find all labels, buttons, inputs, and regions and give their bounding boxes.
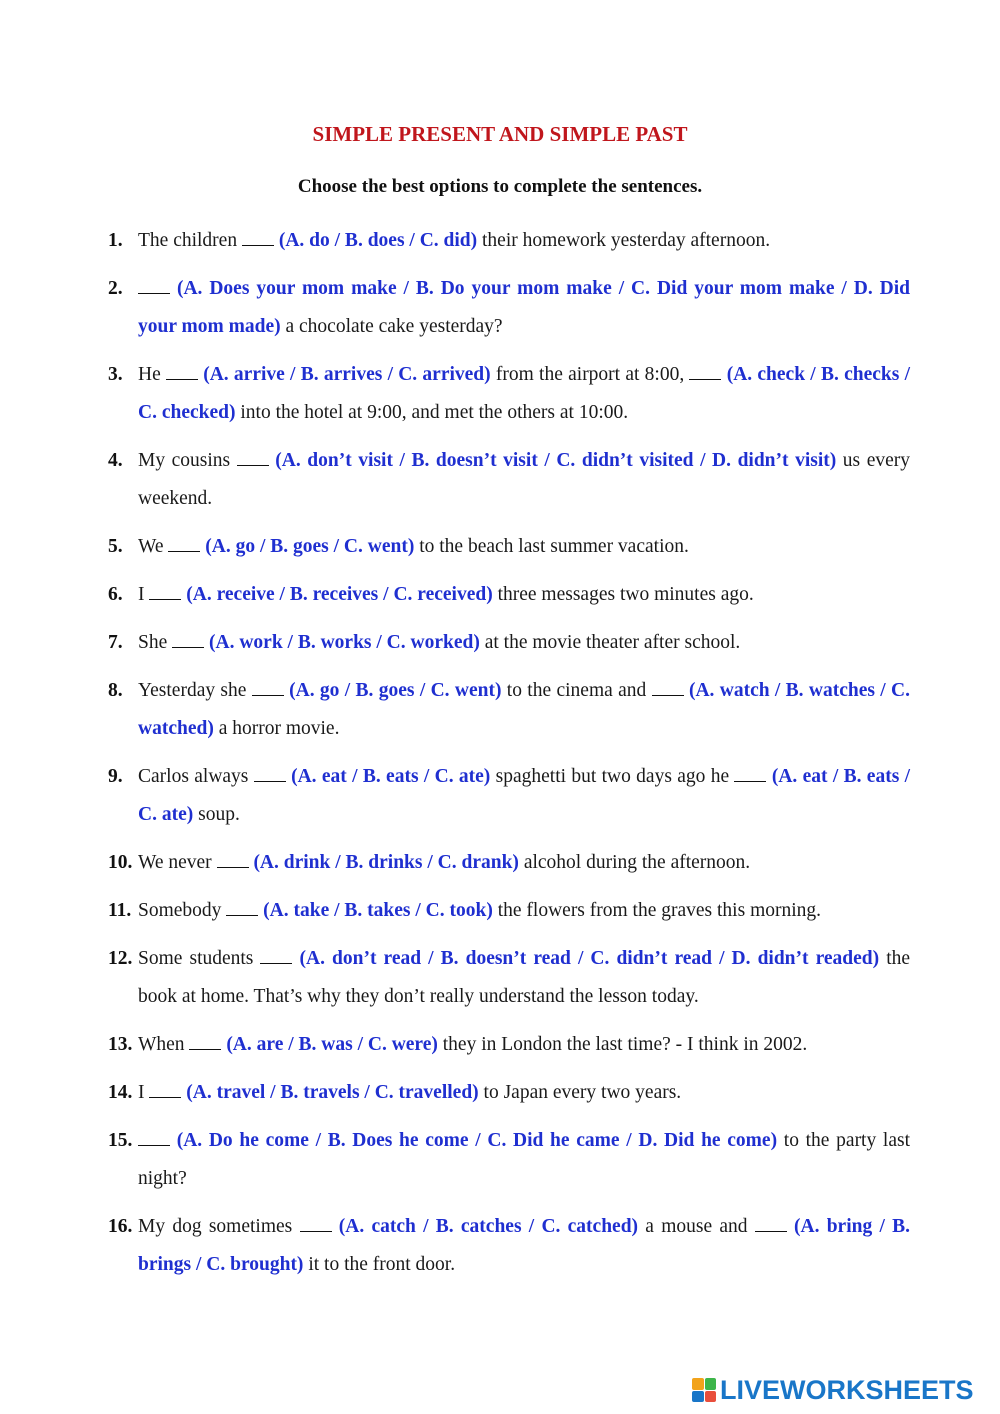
answer-options: (A. do / B. does / C. did) [278,230,478,251]
sentence-fragment: to the cinema and [501,680,652,701]
answer-blank[interactable] [217,853,249,868]
sentence-fragment: three messages two minutes ago. [492,584,754,605]
sentence-fragment: to the party last night? [138,1130,911,1189]
question-item [108,576,910,614]
question-list [108,222,910,1294]
question-number: 2. [108,278,123,299]
answer-options: (A. go / B. goes / C. went) [205,536,415,557]
sentence-fragment: He [138,364,166,385]
answer-options: (A. work / B. works / C. worked) [209,632,480,653]
answer-blank[interactable] [172,633,204,648]
answer-options: (A. watch / B. watches / C. watched) [138,680,911,739]
question-text [138,892,910,930]
sentence-fragment: My dog sometimes [138,1216,300,1237]
sentence-fragment: from the airport at 8:00, [490,364,690,385]
question-item [108,442,910,518]
answer-blank[interactable] [168,537,200,552]
question-item [108,1074,910,1112]
answer-options: (A. go / B. goes / C. went) [289,680,502,701]
answer-options: (A. check / B. checks / C. checked) [138,364,910,423]
sentence-fragment: Yesterday she [138,680,252,701]
question-text [138,624,910,662]
answer-blank[interactable] [237,451,269,466]
sentence-fragment: at the movie theater after school. [479,632,741,653]
answer-options: (A. Do he come / B. Does he come / C. Did he came / D. Did he come) [176,1130,778,1151]
sentence-fragment [170,278,177,299]
sentence-fragment: the book at home. That’s why they don’t really understand the lesson today. [138,948,911,1007]
question-text [138,1208,910,1284]
question-item [108,844,910,882]
answer-options: (A. travel / B. travels / C. travelled) [186,1082,479,1103]
question-item [108,270,910,346]
question-item [108,222,910,260]
sentence-fragment: We [138,536,169,557]
answer-options: (A. drink / B. drinks / C. drank) [253,852,519,873]
brand-footer [692,1374,990,1406]
answer-options: (A. eat / B. eats / C. ate) [138,766,911,825]
answer-blank[interactable] [226,901,258,916]
answer-blank[interactable] [300,1217,332,1232]
question-text [138,356,910,432]
sentence-fragment: a horror movie. [213,718,340,739]
sentence-fragment: to the beach last summer vacation. [414,536,689,557]
question-number: 15. [108,1130,133,1151]
sentence-fragment: us every weekend. [138,450,910,509]
question-text [138,576,910,614]
sentence-fragment: their homework yesterday afternoon. [477,230,771,251]
question-item [108,1208,910,1284]
answer-options: (A. don’t read / B. doesn’t read / C. didn’t read / D. didn’t readed) [299,948,880,969]
question-text [138,528,910,566]
sentence-fragment: Some students [138,948,261,969]
question-text [138,222,910,260]
question-number: 14. [108,1082,133,1103]
question-number: 1. [108,230,123,251]
sentence-fragment: a mouse and [638,1216,755,1237]
answer-blank[interactable] [734,767,766,782]
question-number: 9. [108,766,123,787]
sentence-fragment: a chocolate cake yesterday? [280,316,503,337]
answer-options: (A. Does your mom make / B. Do your mom make / C. Did your mom make / D. Did your mom made) [138,278,911,337]
answer-blank[interactable] [260,949,292,964]
answer-options: (A. arrive / B. arrives / C. arrived) [203,364,491,385]
answer-options: (A. bring / B. brings / C. brought) [138,1216,911,1275]
question-item [108,624,910,662]
question-item [108,758,910,834]
answer-blank[interactable] [252,681,284,696]
question-number: 10. [108,852,133,873]
sentence-fragment: into the hotel at 9:00, and met the others at 10:00. [235,402,629,423]
question-item [108,1026,910,1064]
sentence-fragment: Carlos always [138,766,254,787]
sentence-fragment: The children [138,230,242,251]
question-item [108,672,910,748]
sentence-fragment: they in London the last time? - I think in 2002. [437,1034,808,1055]
sentence-fragment: We never [138,852,217,873]
question-item [108,528,910,566]
question-text [138,1026,910,1064]
answer-options: (A. catch / B. catches / C. catched) [338,1216,639,1237]
sentence-fragment [332,1216,339,1237]
question-text [138,1074,910,1112]
answer-blank[interactable] [166,365,198,380]
sentence-fragment: spaghetti but two days ago he [490,766,735,787]
sentence-fragment: When [138,1034,190,1055]
question-number: 6. [108,584,123,605]
answer-options: (A. receive / B. receives / C. received) [186,584,493,605]
answer-blank[interactable] [689,365,721,380]
sentence-fragment [292,948,299,969]
question-number: 4. [108,450,123,471]
sentence-fragment: the flowers from the graves this morning. [492,900,822,921]
sentence-fragment: soup. [193,804,240,825]
question-number: 8. [108,680,123,701]
sentence-fragment [170,1130,177,1151]
sentence-fragment: I [138,584,150,605]
question-number: 3. [108,364,123,385]
question-item [108,892,910,930]
answer-options: (A. eat / B. eats / C. ate) [291,766,491,787]
sentence-fragment: Somebody [138,900,227,921]
question-text [138,844,910,882]
answer-blank[interactable] [254,767,286,782]
sentence-fragment: alcohol during the afternoon. [518,852,751,873]
sentence-fragment: to Japan every two years. [478,1082,682,1103]
question-number: 16. [108,1216,133,1237]
answer-options: (A. don’t visit / B. doesn’t visit / C. didn’t visited / D. didn’t visit) [275,450,837,471]
answer-blank[interactable] [242,231,274,246]
answer-blank[interactable] [755,1217,787,1232]
question-number: 5. [108,536,123,557]
answer-blank[interactable] [149,1083,181,1098]
sentence-fragment: She [138,632,173,653]
answer-options: (A. take / B. takes / C. took) [263,900,493,921]
question-item [108,356,910,432]
question-number: 12. [108,948,133,969]
question-text [138,270,910,346]
answer-blank[interactable] [138,1131,170,1146]
question-text [138,940,910,1016]
question-number: 13. [108,1034,133,1055]
answer-blank[interactable] [189,1035,221,1050]
answer-blank[interactable] [652,681,684,696]
question-item [108,1122,910,1198]
question-text [138,672,910,748]
brand-name: LIVEWORKSHEETS [720,1374,974,1405]
liveworksheets-logo-icon [692,1378,716,1402]
sentence-fragment: it to the front door. [303,1254,456,1275]
answer-blank[interactable] [149,585,181,600]
question-text [138,1122,910,1198]
question-number: 7. [108,632,123,653]
question-item [108,940,910,1016]
sentence-fragment [787,1216,794,1237]
sentence-fragment: I [138,1082,150,1103]
instruction: Choose the best options to complete the sentences. [297,176,703,197]
question-text [138,758,910,834]
answer-blank[interactable] [138,279,170,294]
answer-options: (A. are / B. was / C. were) [226,1034,438,1055]
sentence-fragment: My cousins [138,450,237,471]
question-number: 11. [108,900,132,921]
page-title: SIMPLE PRESENT AND SIMPLE PAST [312,122,688,146]
question-text [138,442,910,518]
